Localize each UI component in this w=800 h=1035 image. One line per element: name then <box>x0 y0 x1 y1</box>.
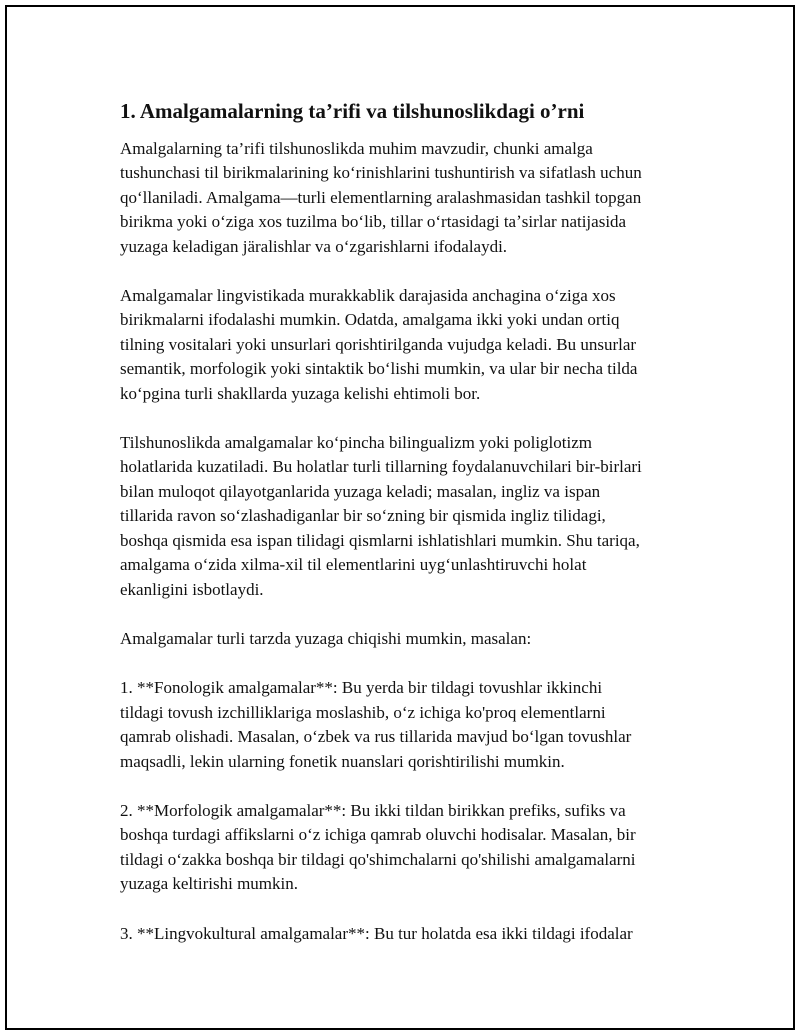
paragraph-line: maqsadli, lekin ularning fonetik nuanslari qorishtirilishi mumkin. <box>120 751 565 771</box>
paragraph-line: tildagi oʻzakka boshqa bir tildagi qo'shimchalarni qo'shilishi amalgamalarni <box>120 849 636 869</box>
paragraph-line: tillarida ravon soʻzlashadiganlar bir soʻzning bir qismida ingliz tilidagi, <box>120 506 606 526</box>
paragraph-line: tilning vositalari yoki unsurlari qorishtirilganda vujudga keladi. Bu unsurlar <box>120 334 637 354</box>
paragraph-line: boshqa qismida esa ispan tilidagi qismlarni ishlatishlari mumkin. Shu tariqa, <box>120 530 640 550</box>
paragraph-definition <box>120 137 700 259</box>
paragraph-line: Amalgamalar lingvistikada murakkablik darajasida anchagina oʻziga xos <box>120 286 616 306</box>
paragraph-line: semantik, morfologik yoki sintaktik boʻlishi mumkin, va ular bir necha tilda <box>120 359 638 379</box>
paragraph-line: qoʻllaniladi. Amalgama—turli elementlarning aralashmasidan tashkil topgan <box>120 187 642 207</box>
paragraph-line: bilan muloqot qilayotganlarida yuzaga keladi; masalan, ingliz va ispan <box>120 481 601 501</box>
paragraph-line: tushunchasi til birikmalarining koʻrinishlarini tushuntirish va sifatlash uchun <box>120 163 642 183</box>
paragraph-line: Tilshunoslikda amalgamalar koʻpincha bilingualizm yoki poliglotizm <box>120 433 592 453</box>
list-item-morfologik <box>120 799 700 897</box>
paragraph-line: Amalgamalar turli tarzda yuzaga chiqishi mumkin, masalan: <box>120 628 532 648</box>
paragraph-line: yuzaga keladigan järalishlar va oʻzgarishlarni ifodalaydi. <box>120 236 508 256</box>
paragraph-complexity <box>120 284 700 406</box>
paragraph-line: birikmalarni ifodalashi mumkin. Odatda, amalgama ikki yoki undan ortiq <box>120 310 620 330</box>
paragraph-line: 3. **Lingvokultural amalgamalar**: Bu tur holatda esa ikki tildagi ifodalar <box>120 923 633 943</box>
paragraph-line: ekanligini isbotlaydi. <box>120 579 264 599</box>
paragraph-line: 1. **Fonologik amalgamalar**: Bu yerda bir tildagi tovushlar ikkinchi <box>120 678 603 698</box>
paragraph-line: amalgama oʻzida xilma-xil til elementlarini uygʻunlashtiruvchi holat <box>120 555 587 575</box>
paragraph-line: holatlarida kuzatiladi. Bu holatlar turli tillarning foydalanuvchilari bir-birlari <box>120 457 642 477</box>
list-item-fonologik <box>120 676 700 774</box>
paragraph-intro-list <box>120 627 700 651</box>
list-item-lingvokultural <box>120 922 700 946</box>
paragraph-line: koʻpgina turli shakllarda yuzaga kelishi ehtimoli bor. <box>120 383 481 403</box>
paragraph-line: birikma yoki oʻziga xos tuzilma boʻlib, tillar oʻrtasidagi taʼsirlar natijasida <box>120 212 627 232</box>
paragraph-line: 2. **Morfologik amalgamalar**: Bu ikki tildan birikkan prefiks, sufiks va <box>120 800 626 820</box>
section-heading: 1. Amalgamalarning ta’rifi va tilshunoslikdagi o’rni <box>120 99 585 123</box>
page-frame <box>5 5 795 1030</box>
paragraph-line: qamrab olishadi. Masalan, oʻzbek va rus tillarida mavjud boʻlgan tovushlar <box>120 727 632 747</box>
paragraph-line: boshqa turdagi affikslarni oʻz ichiga qamrab oluvchi hodisalar. Masalan, bir <box>120 825 636 845</box>
document-body <box>120 97 700 971</box>
paragraph-line: tildagi tovush izchilliklariga moslashib, oʻz ichiga ko'proq elementlarni <box>120 702 606 722</box>
paragraph-line: yuzaga keltirishi mumkin. <box>120 874 298 894</box>
paragraph-bilingualism <box>120 431 700 602</box>
paragraph-line: Amalgalarning ta’rifi tilshunoslikda muhim mavzudir, chunki amalga <box>120 139 593 158</box>
